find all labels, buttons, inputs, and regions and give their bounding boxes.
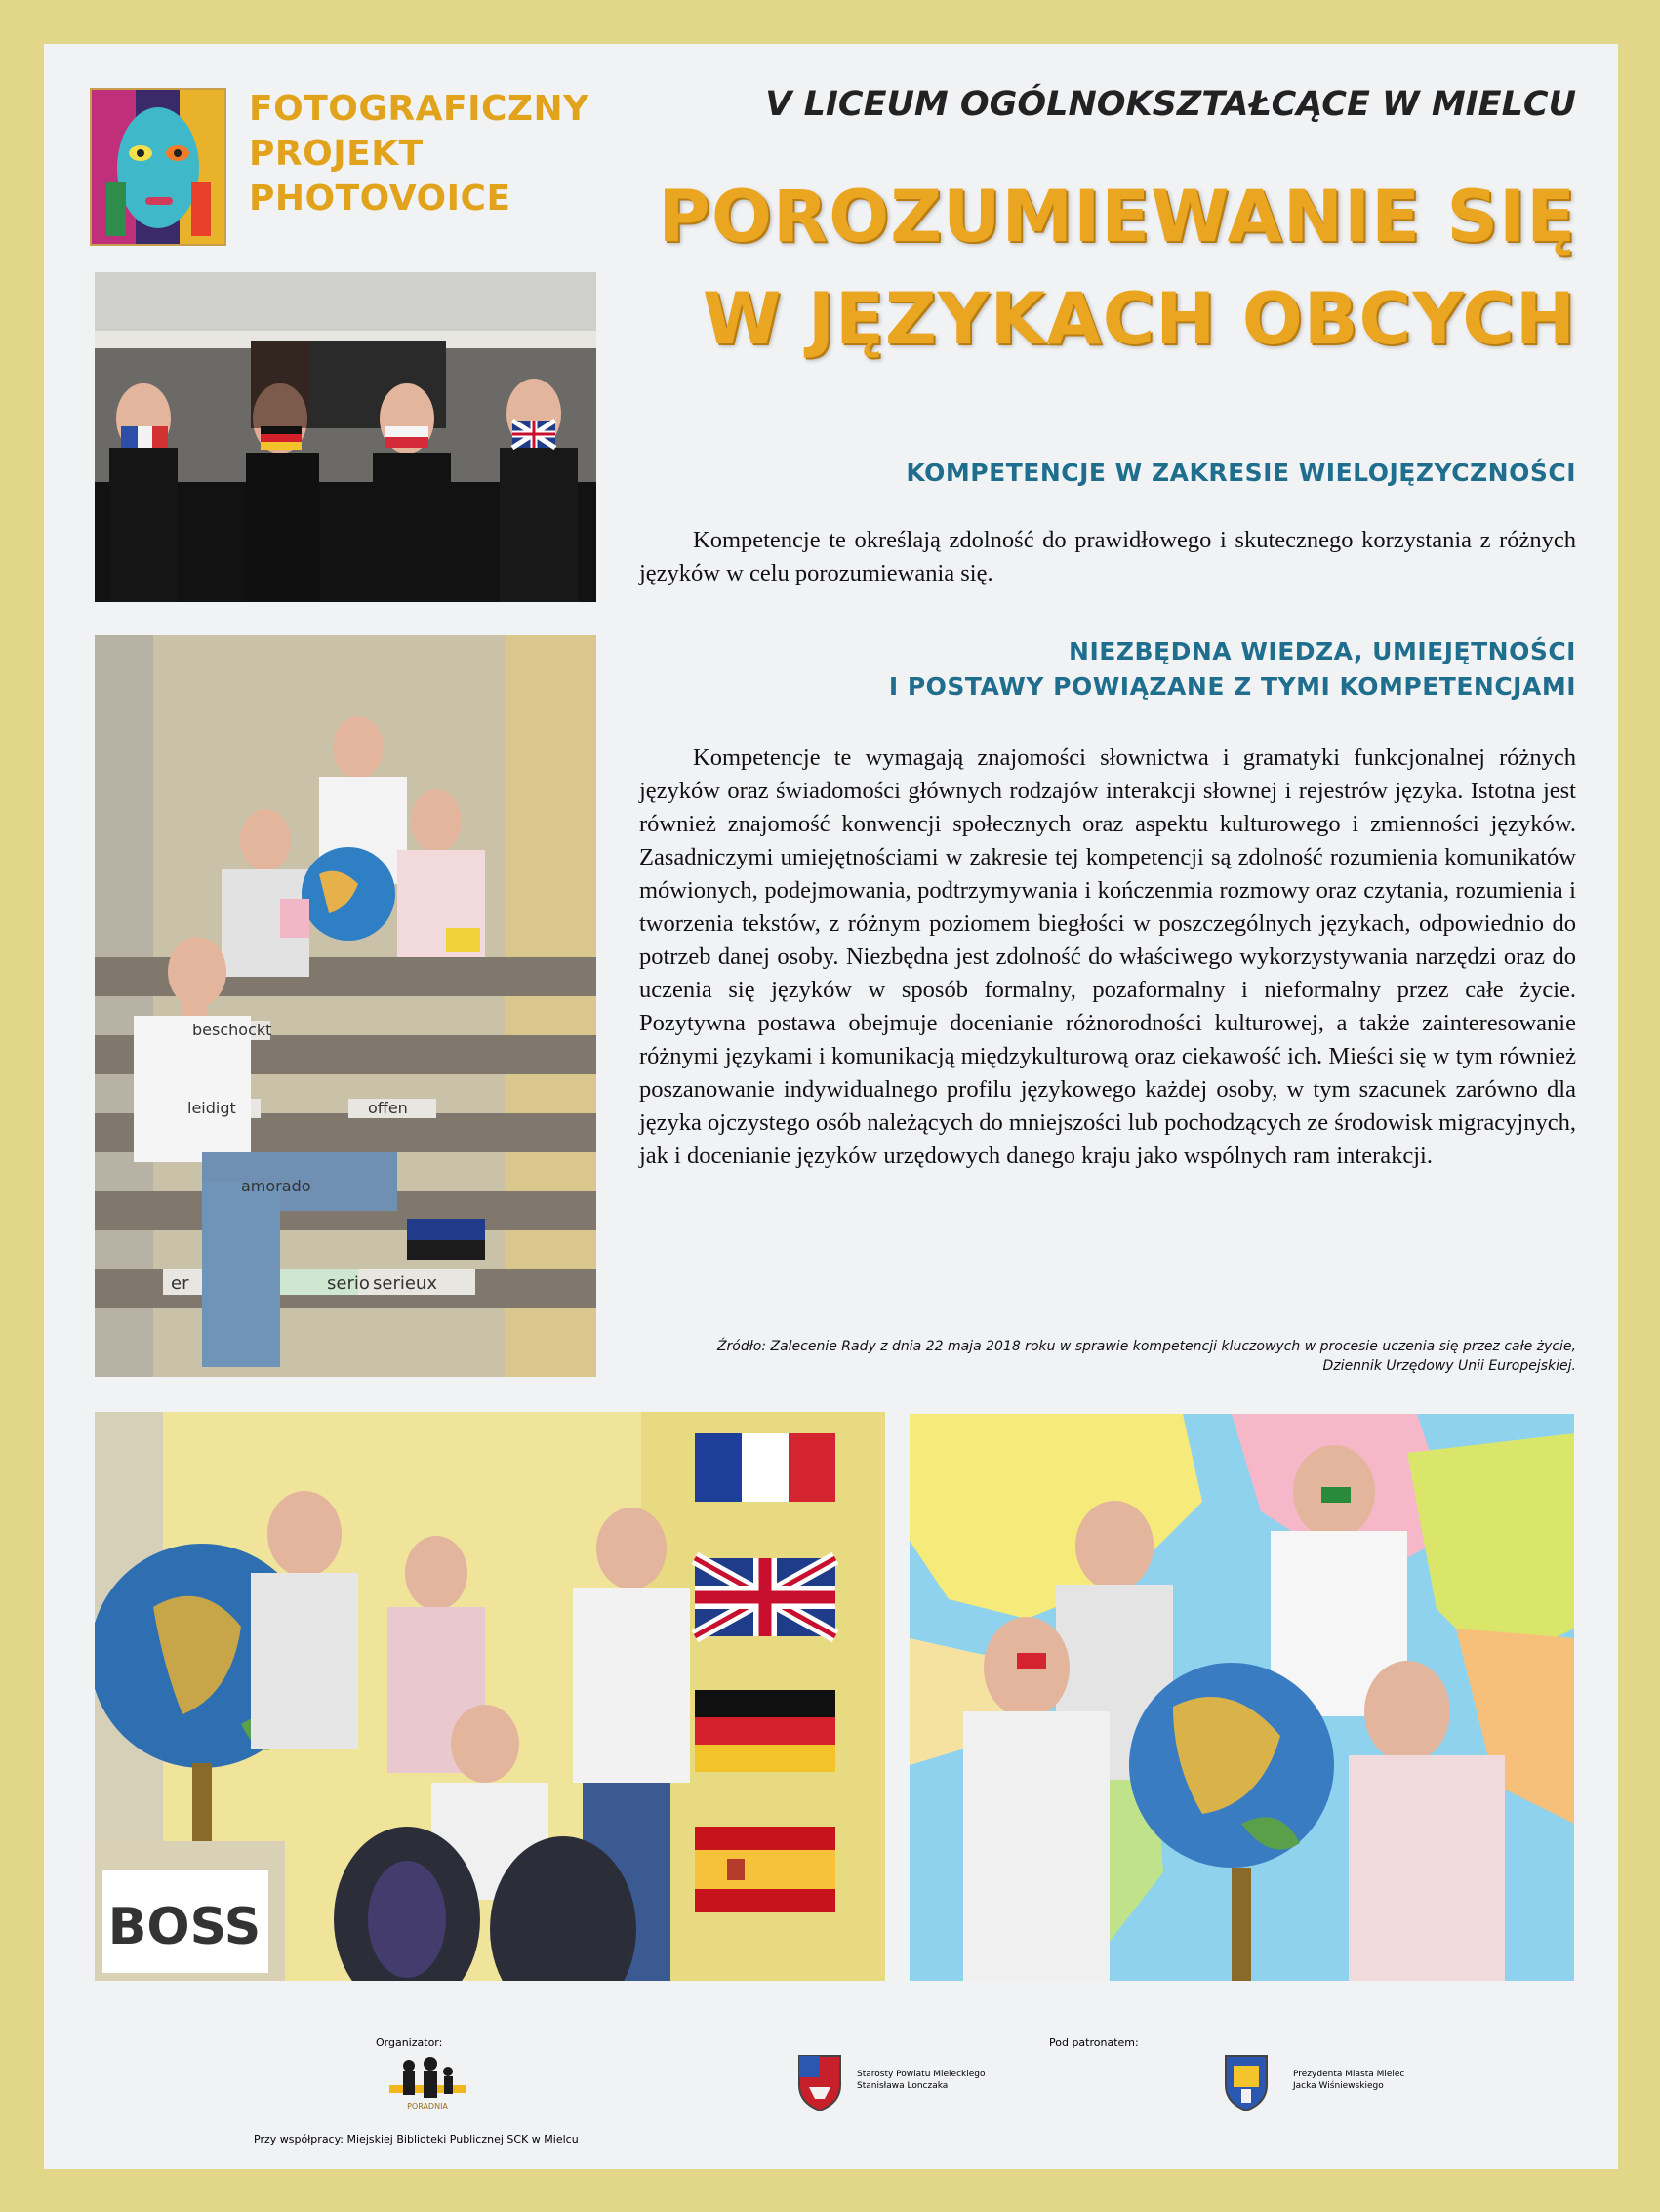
flag-uk	[695, 1558, 835, 1636]
flag-france	[695, 1433, 835, 1502]
stair-word: offen	[368, 1099, 408, 1117]
footer-organizer-label: Organizator:	[376, 2036, 443, 2049]
footer-prezydent	[1293, 2069, 1459, 2092]
section-paragraph: Kompetencje te określają zdolność do prawidłowego i skutecznego korzystania z różnych języków w celu porozumiewania się.	[639, 527, 1576, 586]
project-title-line: PHOTOVOICE	[249, 179, 511, 219]
photovoice-logo-image	[90, 88, 226, 246]
project-title	[249, 87, 589, 221]
stair-word: beschockt	[192, 1021, 272, 1039]
project-title-line: PROJEKT	[249, 134, 424, 174]
poradnia-logo	[384, 2056, 471, 2118]
footer-prezydent-line: Jacka Wiśniewskiego	[1293, 2081, 1384, 2091]
footer-starosta	[857, 2069, 1023, 2092]
stair-word: amorado	[241, 1177, 311, 1195]
stair-word: serio	[327, 1273, 370, 1294]
city-crest-icon	[1222, 2052, 1271, 2112]
poradnia-logo-text: PORADNIA	[407, 2102, 448, 2111]
stair-word: leidigt	[187, 1099, 236, 1117]
source-citation	[629, 1337, 1576, 1376]
footer-prezydent-line: Prezydenta Miasta Mielec	[1293, 2070, 1405, 2079]
section-heading: KOMPETENCJE W ZAKRESIE WIELOJĘZYCZNOŚCI	[906, 459, 1576, 487]
main-title-line: W JĘZYKACH OBCYCH	[702, 278, 1576, 361]
photo-classroom-flags	[95, 1412, 885, 1981]
footer-starosta-line: Stanisława Lonczaka	[857, 2081, 949, 2091]
school-name: V LICEUM OGÓLNOKSZTAŁCĄCE W MIELCU	[765, 85, 1576, 124]
section-heading	[776, 634, 1576, 704]
footer-patronage-label: Pod patronatem:	[1049, 2036, 1139, 2049]
boss-sign-text: BOSS	[107, 1898, 262, 1956]
poster-panel	[44, 44, 1618, 2169]
footer-starosta-line: Starosty Powiatu Mieleckiego	[857, 2070, 986, 2079]
photo-map-globe	[910, 1414, 1574, 1981]
project-title-line: FOTOGRAFICZNY	[249, 89, 589, 129]
county-crest-icon	[795, 2052, 844, 2112]
main-title-line: POROZUMIEWANIE SIĘ	[658, 176, 1576, 259]
section-paragraph: Kompetencje te wymagają znajomości słownictwa i gramatyki funkcjonalnej różnych języków oraz świadomości głównych rodzajów interakcji słownej i rejestrów języka. Istotna jest również znajomość konwencji społecznych oraz aspektu kulturowego i zmienności języków. Zasadniczymi umiejętnościami w zakresie tej kompetencji są zdolność rozumienia komunikatów mówionych, podejmowania, podtrzymywania i kończenmia rozmowy oraz czytania, rozumienia i tworzenia tekstów, z różnym poziomem biegłości w poszczególnych językach, odpowiednio do potrzeb danej osoby. Niezbędna jest zdolność do właściwego wykorzystywania narzędzi oraz do uczenia się języków w sposób formalny, pozaformalny i nieformalny przez całe życie. Pozytywna postawa obejmuje docenianie różnorodności kulturowej, a także zainteresowanie różnymi językami i komunikacją międzykulturową oraz ciekawość ich. Mieści się w tym również poszanowanie indywidualnego profilu językowego każdej osoby, w tym szacunek zarówno dla języka ojczystego osób należących do mniejszości lub pochodzących ze środowisk migracyjnych, jak i docenianie języków urzędowych danego kraju jako wspólnych ram interakcji.	[639, 744, 1576, 1169]
section-heading-line: I POSTAWY POWIĄZANE Z TYMI KOMPETENCJAMI	[888, 672, 1576, 701]
main-title	[590, 166, 1576, 371]
section-heading-line: NIEZBĘDNA WIEDZA, UMIEJĘTNOŚCI	[1069, 637, 1576, 665]
stair-word: serieux	[373, 1273, 437, 1294]
stair-word: er	[171, 1273, 189, 1294]
flag-spain	[695, 1827, 835, 1912]
photo-students-masks	[95, 272, 596, 602]
flag-germany	[695, 1690, 835, 1772]
source-line: Dziennik Urzędowy Unii Europejskiej.	[1322, 1358, 1576, 1374]
photo-students-stairs	[95, 635, 596, 1377]
footer-cooperation: Przy współpracy: Miejskiej Biblioteki Publicznej SCK w Mielcu	[254, 2133, 579, 2146]
source-line: Źródło: Zalecenie Rady z dnia 22 maja 2018 roku w sprawie kompetencji kluczowych w procesie uczenia się przez całe życie,	[716, 1339, 1576, 1354]
